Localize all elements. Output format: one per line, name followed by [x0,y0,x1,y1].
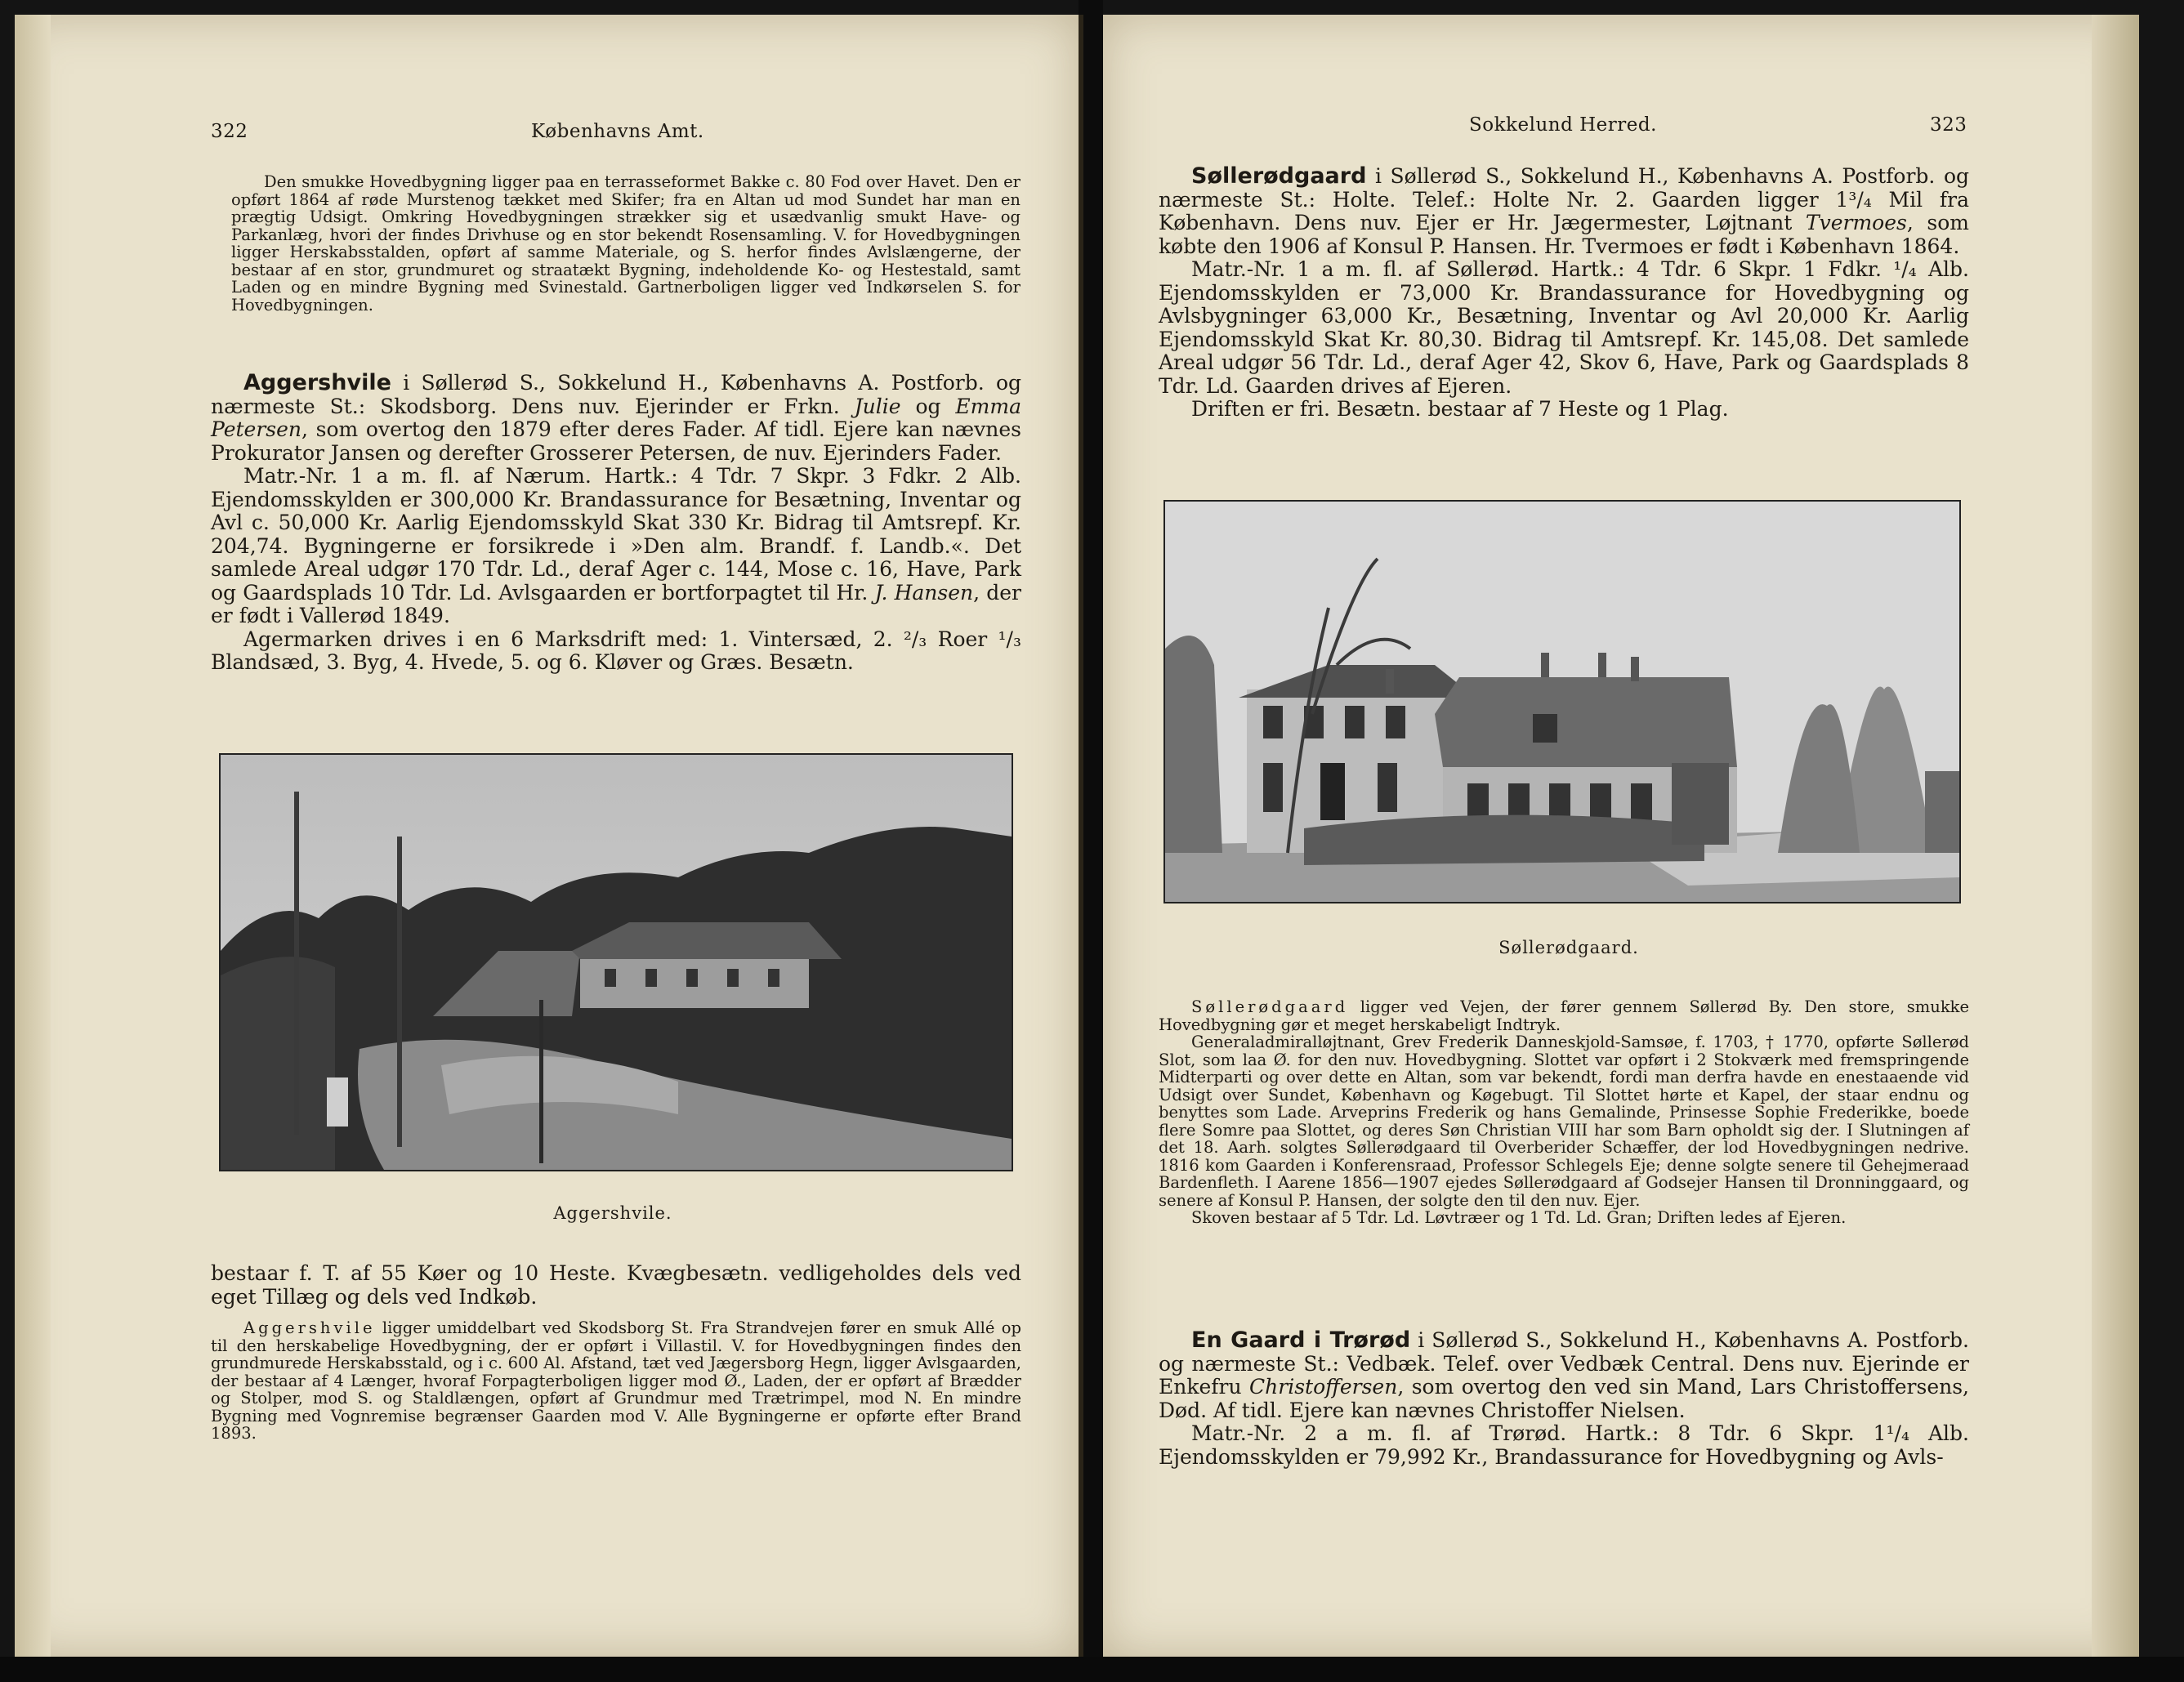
intro-text: Den smukke Hovedbygning ligger paa en terrasseformet Bakke c. 80 Fod over Havet. Den er opført 1864 af røde Murstenog tækket med Skifer; fra en Altan ud mod Sundet har man en prægtig Udsigt. Omkring Hovedbygningen strækker sig et usædvanlig smukt Have- og Parkanlæg, hvori der findes Drivhuse og en stor bekendt Rosensamling. V. for Hovedbygningen ligger Herskabsstalden, opført af samme Materiale, og S. herfor findes Avlslængerne, der bestaar af en stor, grundmuret og straatækt Bygning, indeholdende Ko- og Hestestald, samt Laden og en mindre Bygning med Svinestald. Gartnerboligen ligger ved Indkørselen S. for Hovedbygningen. [231,172,1021,315]
left-running-head: Københavns Amt. [531,121,704,142]
aggershvile-p1: Aggershvile i Søllerød S., Sokkelund H., Københavns A. Postforb. og nærmeste St.: Skodsborg. Dens nuv. Ejerinder er Frkn. Julie og Emma Petersen, som overtog den 1879 efter deres Fader. Af tidl. Ejere kan nævnes Prokurator Jansen og derefter Grosserer Petersen, de nuv. Ejerinders Fader. [211,370,1021,465]
sollerodgaard-caption: Søllerødgaard. [1498,938,1639,957]
intro-paragraph [231,173,1021,314]
sollerodgaard-p3: Driften er fri. Besætn. bestaar af 7 Heste og 1 Plag. [1191,397,1729,421]
aggershvile-p3: Agermarken drives i en 6 Marksdrift med: 1. Vintersæd, 2. ²/₃ Roer ¹/₃ Blandsæd, 3. Byg, 4. Hvede, 5. og 6. Kløver og Græs. Besætn. [211,627,1021,674]
aggershvile-p2: Matr.-Nr. 1 a m. fl. af Nærum. Hartk.: 4 Tdr. 7 Skpr. 3 Fdkr. 2 Alb. Ejendomsskylden er 300,000 Kr. Brandassurance for Besætning, Inventar og Avl c. 50,000 Kr. Aarlig Ejendomsskyld Skat 330 Kr. Bidrag til Amtsrepf. Kr. 204,74. Bygningerne er forsikrede i »Den alm. Brandf. f. Landb.«. Det samlede Areal udgør 170 Tdr. Ld., deraf Ager c. 144, Mose c. 16, Have, Park og Gaardsplads 10 Tdr. Ld. Avlsgaarden er bortforpagtet til Hr. J. Hansen, der er født i Vallerød 1849. [211,464,1021,627]
aggershvile-title: Aggershvile [243,370,391,395]
aggershvile-p4: bestaar f. T. af 55 Køer og 10 Heste. Kvægbesætn. vedligeholdes dels ved eget Tillæg og dels ved Indkøb. [211,1261,1021,1309]
aggershvile-photo [219,753,1013,1171]
sollerodgaard-entry [1159,165,1969,422]
aggershvile-continuation [211,1262,1021,1309]
en-gaard-p1: En Gaard i Trørød i Søllerød S., Sokkelund H., Københavns A. Postforb. og nærmeste St.: Vedbæk. Telef. over Vedbæk Central. Dens nuv. Ejerinde er Enkefru Christoffersen, som overtog den ved sin Mand, Lars Christoffersens, Død. Af tidl. Ejere kan nævnes Christoffer Nielsen. [1159,1327,1969,1422]
sollerodgaard-forest: Skoven bestaar af 5 Tdr. Ld. Løvtræer og 1 Td. Ld. Gran; Driften ledes af Ejeren. [1191,1208,1847,1227]
en-gaard-title: En Gaard i Trørød [1191,1327,1411,1353]
sollerodgaard-history: Generaladmiralløjtnant, Grev Frederik Danneskjold-Samsøe, f. 1703, † 1770, opførte Søllerød Slot, som laa Ø. for den nuv. Hovedbygning. Slottet var opført i 2 Stokværk med fremspringende Midterparti og over dette en Altan, som var bekendt, fordi man derfra havde en enestaaende vid Udsigt over Sundet, København og Køgebugt. Til Slottet hørte et Kapel, der staar endnu og benyttes som Lade. Arveprins Frederik og hans Gemalinde, Prinsesse Sophie Frederikke, boede flere Somre paa Slottet, og deres Søn Christian VIII har som Barn opholdt sig der. I Slutningen af det 18. Aarh. solgtes Søllerødgaard til Overberider Schæffer, der lod Hovedbygningen nedrive. 1816 kom Gaarden i Konferensraad, Professor Schlegels Eje; denne solgte senere til Gehejmeraad Bardenfleth. I Aarene 1856—1907 ejedes Søllerødgaard af Godsejer Hansen til Dronninggaard, og senere af Konsul P. Hansen, der solgte den til den nuv. Ejer. [1159,1033,1969,1210]
aggershvile-caption: Aggershvile. [553,1203,672,1223]
left-page-number: 322 [211,121,248,142]
sollerodgaard-p2: Matr.-Nr. 1 a m. fl. af Søllerød. Hartk.: 4 Tdr. 6 Skpr. 1 Fdkr. ¹/₄ Alb. Ejendomsskylden er 73,000 Kr. Brandassurance for Hovedbygning og Avlsbygninger 63,000 Kr., Besætning, Inventar og Avl 20,000 Kr. Aarlig Ejendomsskyld Skat Kr. 80,30. Bidrag til Amtsrepf. Kr. 145,08. Det samlede Areal udgør 56 Tdr. Ld., deraf Ager 42, Skov 6, Have, Park og Gaardsplads 8 Tdr. Ld. Gaarden drives af Ejeren. [1159,257,1969,398]
aggershvile-description: Aggershvile ligger umiddelbart ved Skodsborg St. Fra Strandvejen fører en smuk Allé op til den herskabelige Hovedbygning, der er opført i Villastil. V. for Hovedbygningen findes den grundmurede Herskabsstald, og i c. 600 Al. Afstand, tæt ved Jægersborg Hegn, ligger Avlsgaarden, der bestaar af 4 Længer, hvoraf Forpagterboligen ligger mod Ø., Laden, der er opført af Brædder og Stolper, mod S. og Staldlængen, opført af Grundmur med Trætrimpel, mod N. En mindre Bygning med Vognremise begrænser Gaarden mod V. Alle Bygningerne er opførte efter Brand 1893. [211,1318,1021,1443]
aggershvile-entry [211,372,1021,675]
right-page-number: 323 [1930,114,1967,136]
sollerodgaard-p1: Søllerødgaard i Søllerød S., Sokkelund H., Københavns A. Postforb. og nærmeste St.: Holte. Telef.: Holte Nr. 2. Gaarden ligger 1³/₄ Mil fra København. Dens nuv. Ejer er Hr. Jægermester, Løjtnant Tvermoes, som købte den 1906 af Konsul P. Hansen. Hr. Tvermoes er født i København 1864. [1159,163,1969,258]
sollerodgaard-photo [1163,500,1961,903]
en-gaard-p2: Matr.-Nr. 2 a m. fl. af Trørød. Hartk.: 8 Tdr. 6 Skpr. 1¹/₄ Alb. Ejendomsskylden er 79,992 Kr., Brandassurance for Hovedbygning og Avls- [1159,1421,1969,1469]
sollerodgaard-title: Søllerødgaard [1191,163,1367,189]
right-page-edge [2092,15,2139,1657]
scan-bottom-border [0,1657,2184,1682]
sollerodgaard-description: Søllerødgaard ligger ved Vejen, der fører gennem Søllerød By. Den store, smukke Hovedbygning gør et meget herskabeligt Indtryk. Generaladmiralløjtnant, Grev Frederik Danneskjold-Samsøe, f. 1703, † 1770, opførte Søllerød Slot, som laa Ø. for den nuv. Hovedbygning. Slottet var opført i 2 Stokværk med fremspringende Midterparti og over dette en Altan, som var bekendt, fordi man derfra havde en enestaaende vid Udsigt over Sundet, København og Køgebugt. Til Slottet hørte et Kapel, der staar endnu og benyttes som Lade. Arveprins Frederik og hans Gemalinde, Prinsesse Sophie Frederikke, boede flere Somre paa Slottet, og deres Søn Christian VIII har som Barn opholdt sig der. I Slutningen af det 18. Aarh. solgtes Søllerødgaard til Overberider Schæffer, der lod Hovedbygningen nedrive. 1816 kom Gaarden i Konferensraad, Professor Schlegels Eje; denne solgte senere til Gehejmeraad Bardenfleth. I Aarene 1856—1907 ejedes Søllerødgaard af Godsejer Hansen til Dronninggaard, og senere af Konsul P. Hansen, der solgte den til den nuv. Ejer. Skoven bestaar af 5 Tdr. Ld. Løvtræer og 1 Td. Ld. Gran; Driften ledes af Ejeren. [1159,997,1969,1227]
right-running-head: Sokkelund Herred. [1469,114,1657,136]
en-gaard-entry [1159,1329,1969,1469]
left-page-edge [15,15,51,1657]
sollerodgaard-small-lead: Søllerødgaard [1191,997,1349,1016]
aggershvile-small-lead: Aggershvile [243,1318,376,1337]
